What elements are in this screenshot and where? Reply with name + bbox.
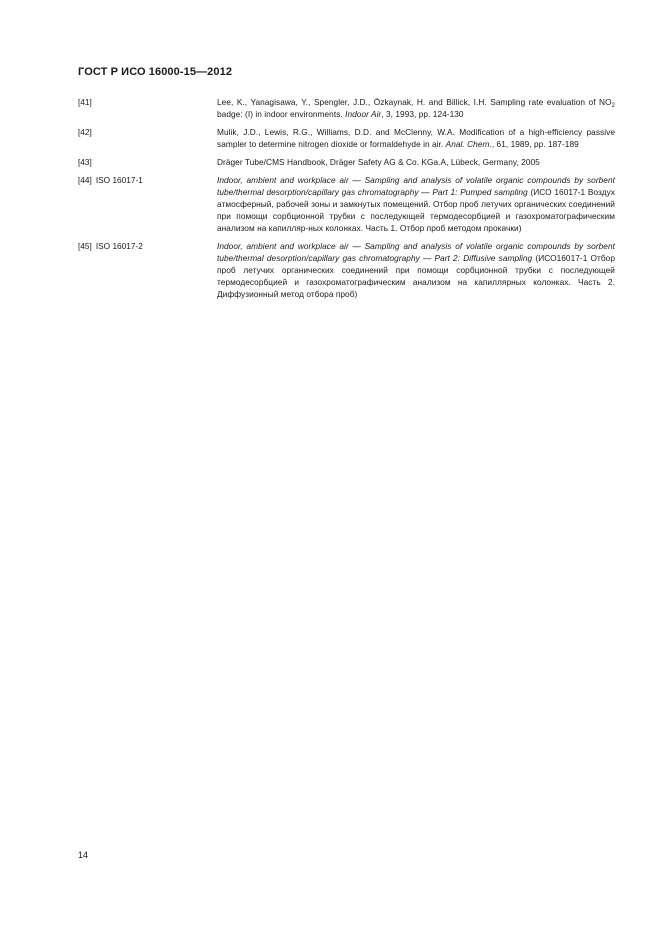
reference-id (78, 240, 217, 300)
text-run: Mulik, J.D., Lewis, R.G., Williams, D.D. and McClenny, W.A. Modification of a high-efficiency passive sampler to determine nitrogen dioxide or formaldehyde in air. (217, 127, 615, 149)
text-run: Lee, K., Yanagisawa, Y., Spengler, J.D., Özkaynak, H. and Billick, I.H. Sampling rate evaluation of NO (217, 97, 612, 107)
italic-run: Indoor Air (345, 109, 382, 119)
reference-text (217, 174, 615, 234)
page-number: 14 (78, 850, 89, 860)
text-run: , 3, 1993, pp. 124-130 (381, 109, 464, 119)
reference-number: [45] (78, 241, 92, 251)
text-run: (ИСО16017-1 Отбор проб летучих органических соединений при помощи сорбционной трубки с последующей термодесорбцией и газохроматографическим анализом на капиллярных колонках. Часть 2. Диффузионный метод отбора проб) (217, 253, 616, 299)
reference-id (78, 156, 217, 168)
text-run: (ИСО 16017-1 Воздух атмосферный, рабочей зоны и замкнутых помещений. Отбор проб летучих органических соединений при помощи сорбционной трубки с последующей термодесорбцией и газохроматографическим анализом на капилляр-ных колонках. Часть 1. Отбор проб методом прокачки) (217, 187, 615, 233)
italic-run: Indoor, ambient and workplace air — Sampling and analysis of volatile organic compounds by sorbent tube/thermal desorption/capillary gas chromatography — Part 1: Pumped sampling (217, 175, 615, 197)
reference-entry (78, 174, 615, 234)
italic-run: Indoor, ambient and workplace air — Sampling and analysis of volatile organic compounds by sorbent tube/thermal desorption/capillary gas chromatography — Part 2: Diffusive sampling (217, 241, 615, 263)
reference-number: [43] (78, 157, 92, 167)
reference-standard: ISO 16017-2 (95, 241, 143, 251)
reference-id (78, 96, 217, 120)
reference-entry (78, 156, 615, 168)
reference-standard: ISO 16017-1 (95, 175, 143, 185)
reference-text (217, 156, 615, 168)
reference-id (78, 174, 217, 234)
reference-entry (78, 96, 615, 120)
subscript-run: 2 (611, 103, 615, 109)
reference-text (217, 240, 615, 300)
reference-number: [44] (78, 175, 92, 185)
reference-text (217, 126, 615, 150)
reference-id (78, 126, 217, 150)
reference-number: [42] (78, 127, 92, 137)
reference-entry (78, 240, 615, 300)
reference-text (217, 96, 615, 120)
text-run: Dräger Tube/CMS Handbook, Dräger Safety AG & Co. KGa.A, Lübeck, Germany, 2005 (217, 157, 540, 167)
reference-number: [41] (78, 97, 92, 107)
italic-run: Anal. Chem. (445, 139, 492, 149)
bibliography-list (78, 96, 615, 306)
document-header: ГОСТ Р ИСО 16000-15—2012 (78, 66, 233, 78)
text-run: badge: (I) in indoor environments. (217, 109, 346, 119)
reference-entry (78, 126, 615, 150)
text-run: , 61, 1989, pp. 187-189 (491, 139, 579, 149)
